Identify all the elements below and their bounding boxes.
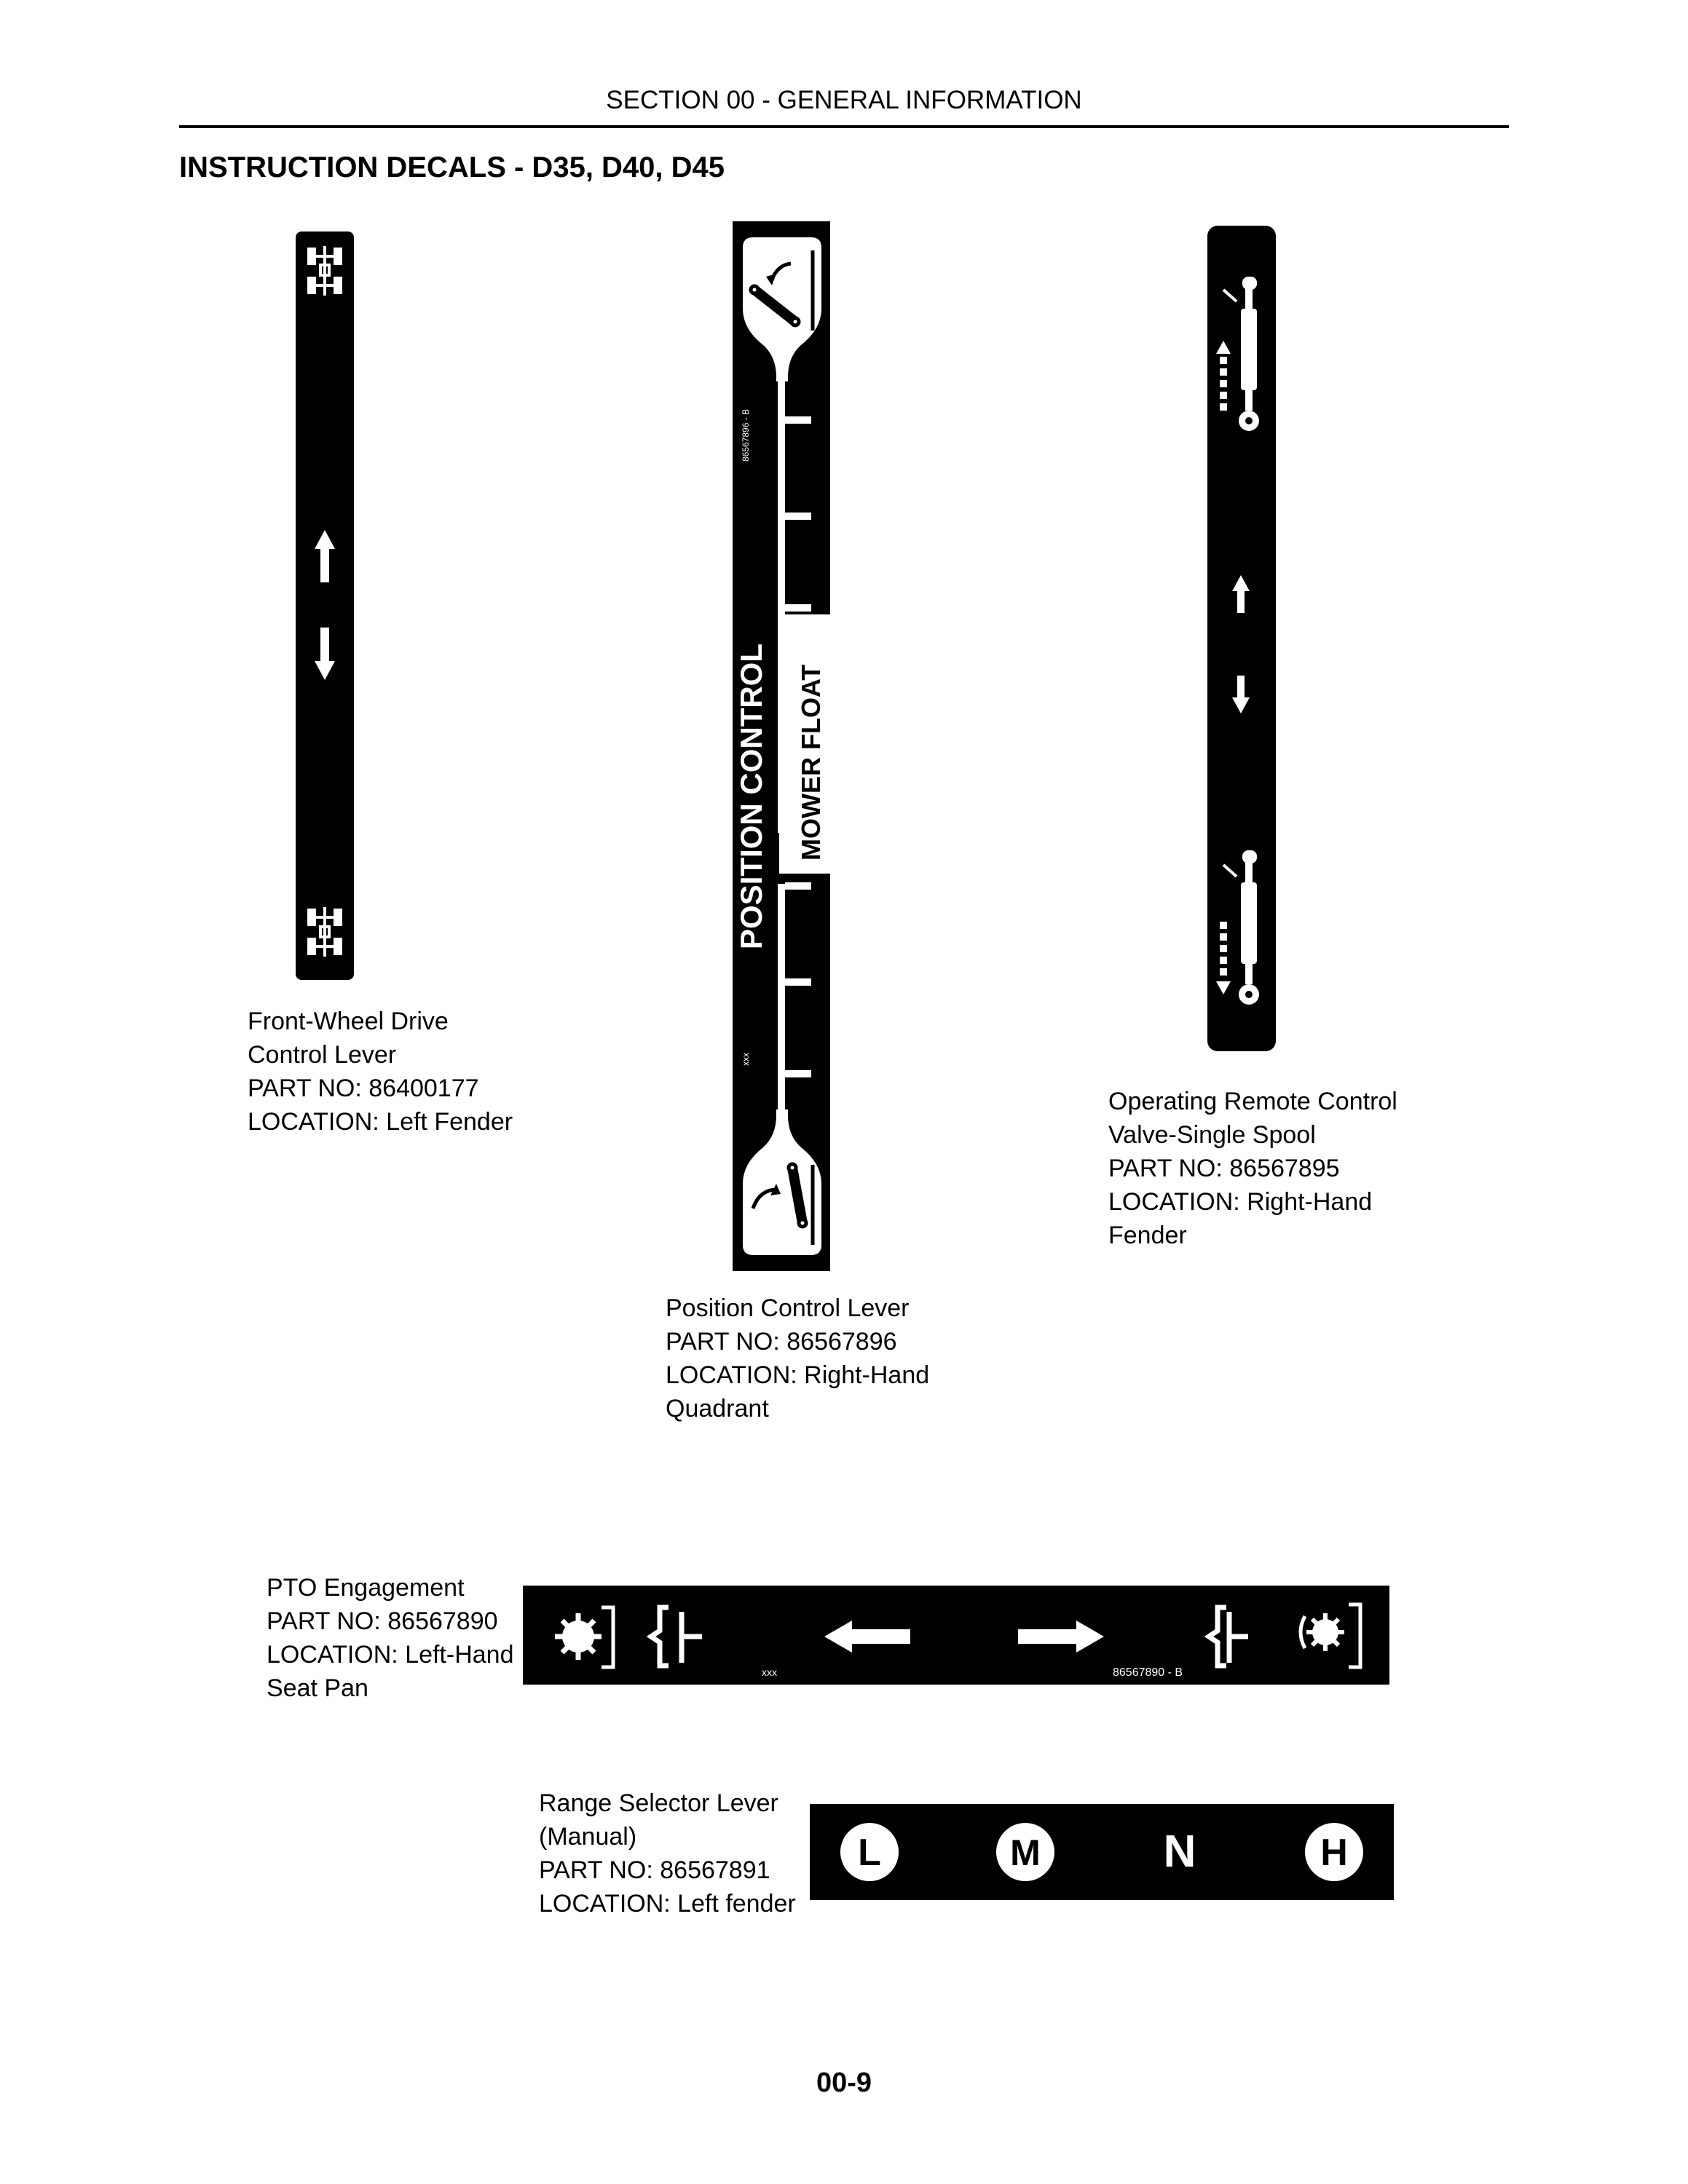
- clutch-engaged-icon: [1209, 1607, 1248, 1666]
- range-low-icon: [840, 1823, 899, 1881]
- caption-line: LOCATION: Left-Hand: [267, 1641, 514, 1669]
- caption-line: PART NO: 86400177: [248, 1075, 479, 1102]
- caption-line: (Manual): [539, 1823, 637, 1851]
- part-code-label: 86567896 - B: [741, 408, 751, 462]
- caption-line: PTO Engagement: [267, 1574, 465, 1602]
- cylinder-retract-icon: [1216, 850, 1259, 1005]
- caption-line: Fender: [1108, 1222, 1187, 1249]
- position-control-label: POSITION CONTROL: [734, 644, 768, 949]
- page-title: INSTRUCTION DECALS - D35, D40, D45: [179, 151, 725, 183]
- range-high-icon: [1305, 1823, 1363, 1881]
- range-selector-decal: [810, 1804, 1394, 1900]
- range-neutral-label: N: [1163, 1827, 1196, 1877]
- pto-caption: [267, 1571, 514, 1705]
- code-label: xxx: [741, 1053, 751, 1066]
- caption-line: PART NO: 86567896: [666, 1328, 897, 1356]
- fwd-caption: [248, 1005, 513, 1139]
- cylinder-extend-icon: [1216, 277, 1259, 431]
- caption-line: Seat Pan: [267, 1674, 368, 1702]
- fwd-decal: [296, 232, 354, 980]
- range-low-label: L: [858, 1832, 881, 1874]
- page-number: 00-9: [816, 2068, 872, 2098]
- arrow-down-icon: [1232, 676, 1250, 713]
- clutch-disengaged-icon: [651, 1607, 702, 1666]
- arrow-left-icon: [824, 1621, 910, 1653]
- caption-line: Valve-Single Spool: [1108, 1121, 1316, 1149]
- caption-line: LOCATION: Right-Hand: [666, 1361, 930, 1389]
- caption-line: Control Lever: [248, 1041, 397, 1069]
- axle-drive-icon: [309, 246, 341, 296]
- position-control-caption: [666, 1291, 929, 1425]
- caption-line: LOCATION: Left Fender: [248, 1108, 513, 1136]
- part-code-label: 86567890 - B: [1113, 1666, 1183, 1679]
- caption-line: LOCATION: Right-Hand: [1108, 1188, 1373, 1216]
- caption-line: Position Control Lever: [666, 1294, 910, 1322]
- caption-line: LOCATION: Left fender: [539, 1890, 796, 1918]
- caption-line: PART NO: 86567891: [539, 1856, 770, 1884]
- axle-drive-icon: [309, 907, 341, 957]
- remote-control-caption: [1108, 1085, 1397, 1252]
- range-caption: [539, 1787, 796, 1920]
- remote-control-decal: [1207, 226, 1276, 1051]
- pto-gear-icon: [555, 1607, 613, 1667]
- caption-line: Quadrant: [666, 1395, 769, 1423]
- header-rule: [179, 125, 1509, 128]
- section-header: SECTION 00 - GENERAL INFORMATION: [606, 86, 1082, 114]
- arrow-right-icon: [1018, 1621, 1104, 1653]
- mower-float-label: MOWER FLOAT: [796, 664, 826, 860]
- caption-line: Operating Remote Control: [1108, 1088, 1397, 1115]
- caption-line: Front-Wheel Drive: [248, 1008, 449, 1035]
- range-high-label: H: [1320, 1832, 1348, 1874]
- range-medium-icon: [996, 1823, 1054, 1881]
- caption-line: Range Selector Lever: [539, 1789, 778, 1817]
- pto-rotating-gear-icon: [1301, 1605, 1360, 1667]
- arrow-up-icon: [315, 530, 335, 582]
- caption-line: PART NO: 86567895: [1108, 1155, 1340, 1182]
- range-medium-label: M: [1010, 1832, 1041, 1873]
- arrow-down-icon: [315, 628, 335, 680]
- caption-line: PART NO: 86567890: [267, 1607, 498, 1635]
- code-label: xxx: [762, 1666, 777, 1678]
- arrow-up-icon: [1232, 575, 1250, 613]
- pto-decal: [523, 1586, 1389, 1685]
- position-control-decal: [733, 221, 830, 1271]
